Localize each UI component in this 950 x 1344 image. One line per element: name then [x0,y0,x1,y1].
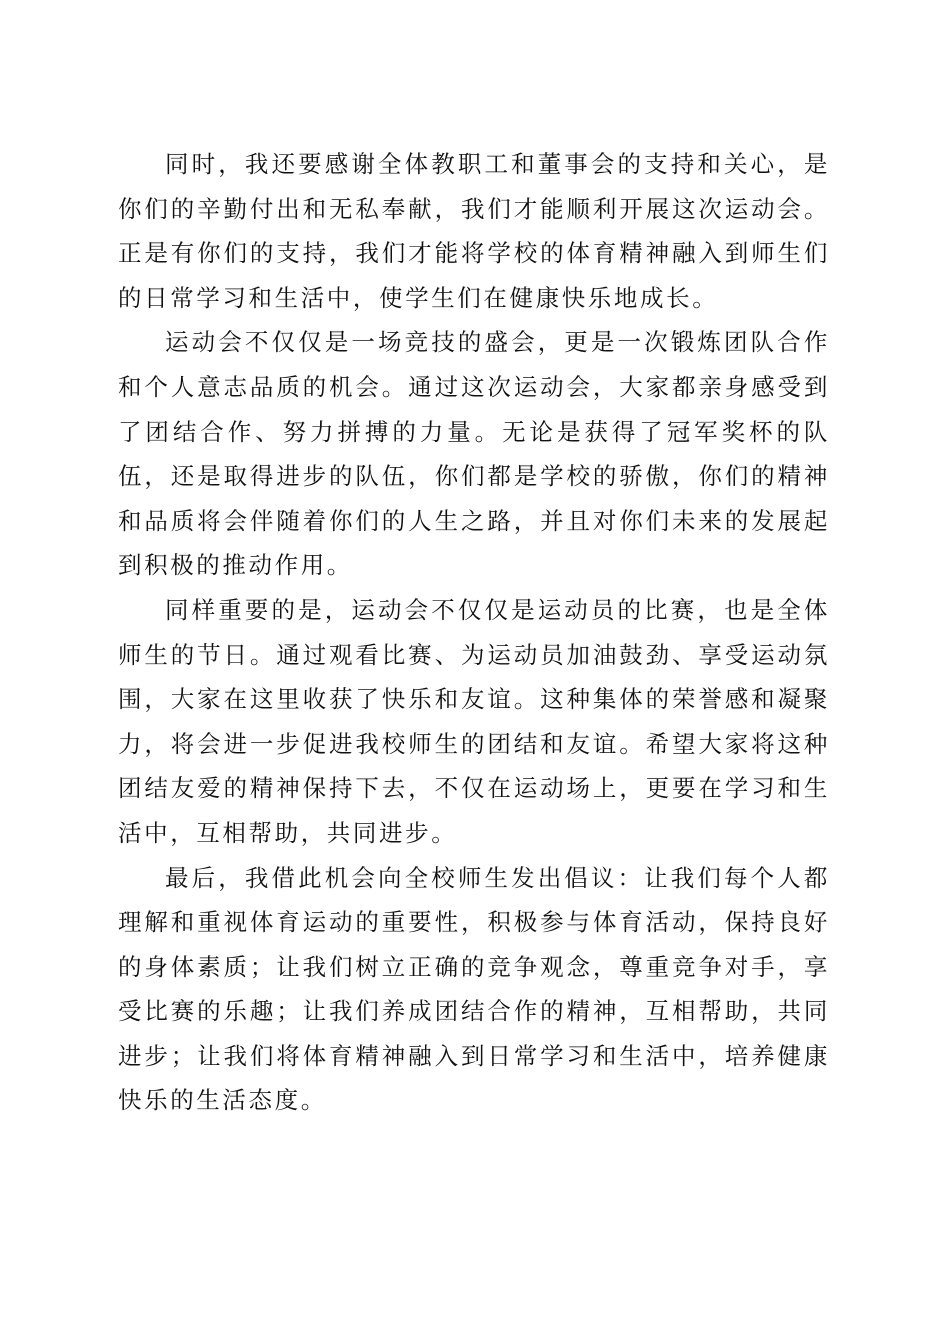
document-body [118,142,830,1123]
paragraph-closing-proposal: 最后，我借此机会向全校师生发出倡议：让我们每个人都理解和重视体育运动的重要性，积极参与体育活动，保持良好的身体素质；让我们树立正确的竞争观念，尊重竞争对手，享受比赛的乐趣；让我们养成团结合作的精神，互相帮助，共同进步；让我们将体育精神融入到日常学习和生活中，培养健康快乐的生活态度。 [118,863,830,1115]
paragraph-festival-unity: 同样重要的是，运动会不仅仅是运动员的比赛，也是全体师生的节日。通过观看比赛、为运动员加油鼓劲、享受运动氛围，大家在这里收获了快乐和友谊。这种集体的荣誉感和凝聚力，将会进一步促进我校师生的团结和友谊。希望大家将这种团结友爱的精神保持下去，不仅在运动场上，更要在学习和生活中，互相帮助，共同进步。 [118,595,830,847]
paragraph-sports-meet-meaning: 运动会不仅仅是一场竞技的盛会，更是一次锻炼团队合作和个人意志品质的机会。通过这次运动会，大家都亲身感受到了团结合作、努力拼搏的力量。无论是获得了冠军奖杯的队伍，还是取得进步的队伍，你们都是学校的骄傲，你们的精神和品质将会伴随着你们的人生之路，并且对你们未来的发展起到积极的推动作用。 [118,328,830,580]
paragraph-thanks-staff: 同时，我还要感谢全体教职工和董事会的支持和关心，是你们的辛勤付出和无私奉献，我们才能顺利开展这次运动会。正是有你们的支持，我们才能将学校的体育精神融入到师生们的日常学习和生活中，使学生们在健康快乐地成长。 [118,150,830,312]
